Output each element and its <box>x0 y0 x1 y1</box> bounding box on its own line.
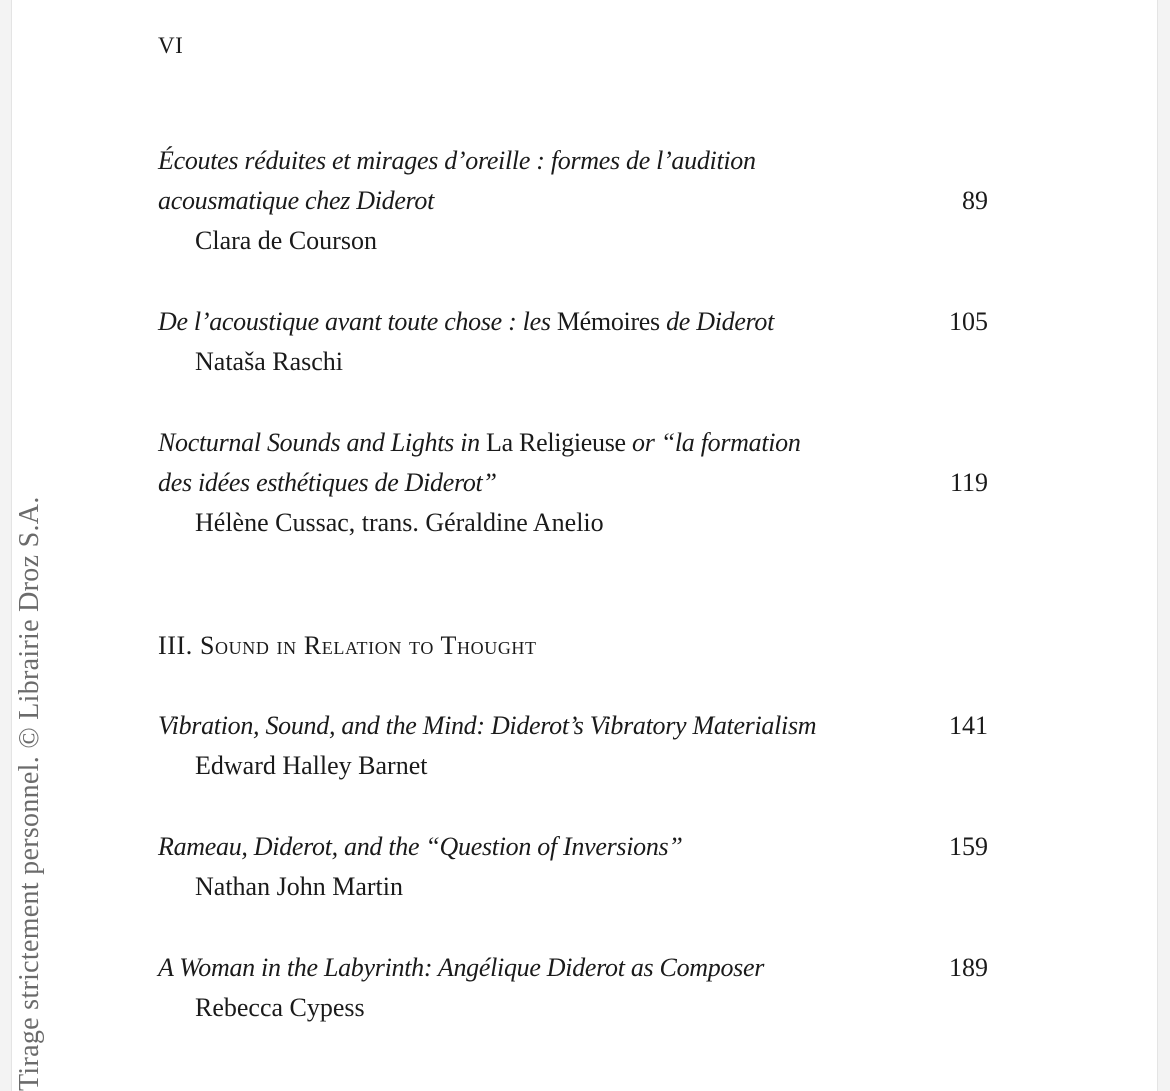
entry-title: des idées esthétiques de Diderot” 119 <box>158 463 988 503</box>
entry-author: Nataša Raschi <box>195 347 344 376</box>
entry-title: Nocturnal Sounds and Lights in La Religieuse or “la formation <box>158 428 801 457</box>
entry-title: A Woman in the Labyrinth: Angélique Diderot as Composer 189 <box>158 948 988 988</box>
section-heading: III. Sound in Relation to Thought <box>158 631 537 660</box>
page-number: 89 <box>962 186 988 215</box>
toc-entry[interactable] <box>158 948 988 1028</box>
toc-entry[interactable] <box>158 302 988 382</box>
entry-title: Rameau, Diderot, and the “Question of Inversions” 159 <box>158 827 988 867</box>
page-left-edge <box>0 0 12 1091</box>
toc-entry[interactable] <box>158 706 988 786</box>
entry-title: De l’acoustique avant toute chose : les Mémoires de Diderot 105 <box>158 302 988 342</box>
entry-author: Clara de Courson <box>195 226 377 255</box>
page-number: 189 <box>949 953 988 982</box>
page-right-edge <box>1157 0 1170 1091</box>
entry-author: Rebecca Cypess <box>195 993 365 1022</box>
entry-author: Hélène Cussac, trans. Géraldine Anelio <box>195 508 604 537</box>
page-folio: VI <box>158 33 184 58</box>
toc-entry[interactable] <box>158 141 988 261</box>
entry-author: Edward Halley Barnet <box>195 751 428 780</box>
entry-title: Écoutes réduites et mirages d’oreille : formes de l’audition <box>158 146 756 175</box>
toc-entry[interactable] <box>158 423 988 543</box>
entry-title: acousmatique chez Diderot 89 <box>158 181 988 221</box>
entry-title: Vibration, Sound, and the Mind: Diderot’s Vibratory Materialism 141 <box>158 706 988 746</box>
toc-entry[interactable] <box>158 827 988 907</box>
page-number: 159 <box>949 832 988 861</box>
page-number: 105 <box>949 307 988 336</box>
page-number: 119 <box>949 468 988 497</box>
watermark: Tirage strictement personnel. © Librairie Droz S.A. <box>14 496 45 1091</box>
page-number: 141 <box>949 711 988 740</box>
entry-author: Nathan John Martin <box>195 872 403 901</box>
